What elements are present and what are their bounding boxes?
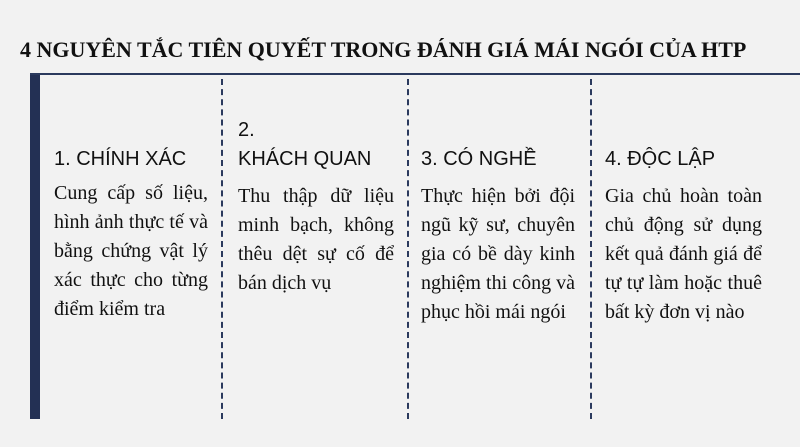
column-divider-3 [590, 79, 592, 419]
principle-heading-4-text: 4. ĐỘC LẬP [605, 148, 716, 170]
principle-column-accuracy [54, 112, 208, 324]
principle-heading-4 [605, 112, 762, 174]
title-underline [30, 73, 800, 75]
principle-heading-3-text: 3. CÓ NGHỀ [421, 148, 537, 170]
column-divider-1 [221, 79, 223, 419]
principle-heading-1-text: 1. CHÍNH XÁC [54, 148, 187, 170]
principle-heading-1 [54, 112, 208, 174]
principle-column-expertise [421, 112, 575, 327]
principle-description-4: Gia chủ hoàn toàn chủ động sử dụng kết quả đánh giá để tự tự làm hoặc thuê bất kỳ đơn vị nào [605, 185, 762, 323]
principle-heading-2-text: 2. KHÁCH QUAN [238, 119, 372, 170]
principle-description-3: Thực hiện bởi đội ngũ kỹ sư, chuyên gia có bề dày kinh nghiệm thi công và phục hồi mái ngói [421, 185, 575, 323]
principle-heading-3 [421, 112, 575, 174]
page-title: 4 NGUYÊN TẮC TIÊN QUYẾT TRONG ĐÁNH GIÁ MÁI NGÓI CỦA HTP [20, 37, 747, 62]
principle-heading-2 [238, 112, 394, 174]
principle-description-2: Thu thập dữ liệu minh bạch, không thêu dệt sự cố để bán dịch vụ [238, 185, 394, 294]
left-accent-bar [30, 75, 40, 419]
column-divider-2 [407, 79, 409, 419]
principle-column-independence [605, 112, 762, 327]
principle-column-objectivity [238, 112, 394, 298]
principle-description-1: Cung cấp số liệu, hình ảnh thực tế và bằng chứng vật lý xác thực cho từng điểm kiểm tra [54, 182, 208, 320]
